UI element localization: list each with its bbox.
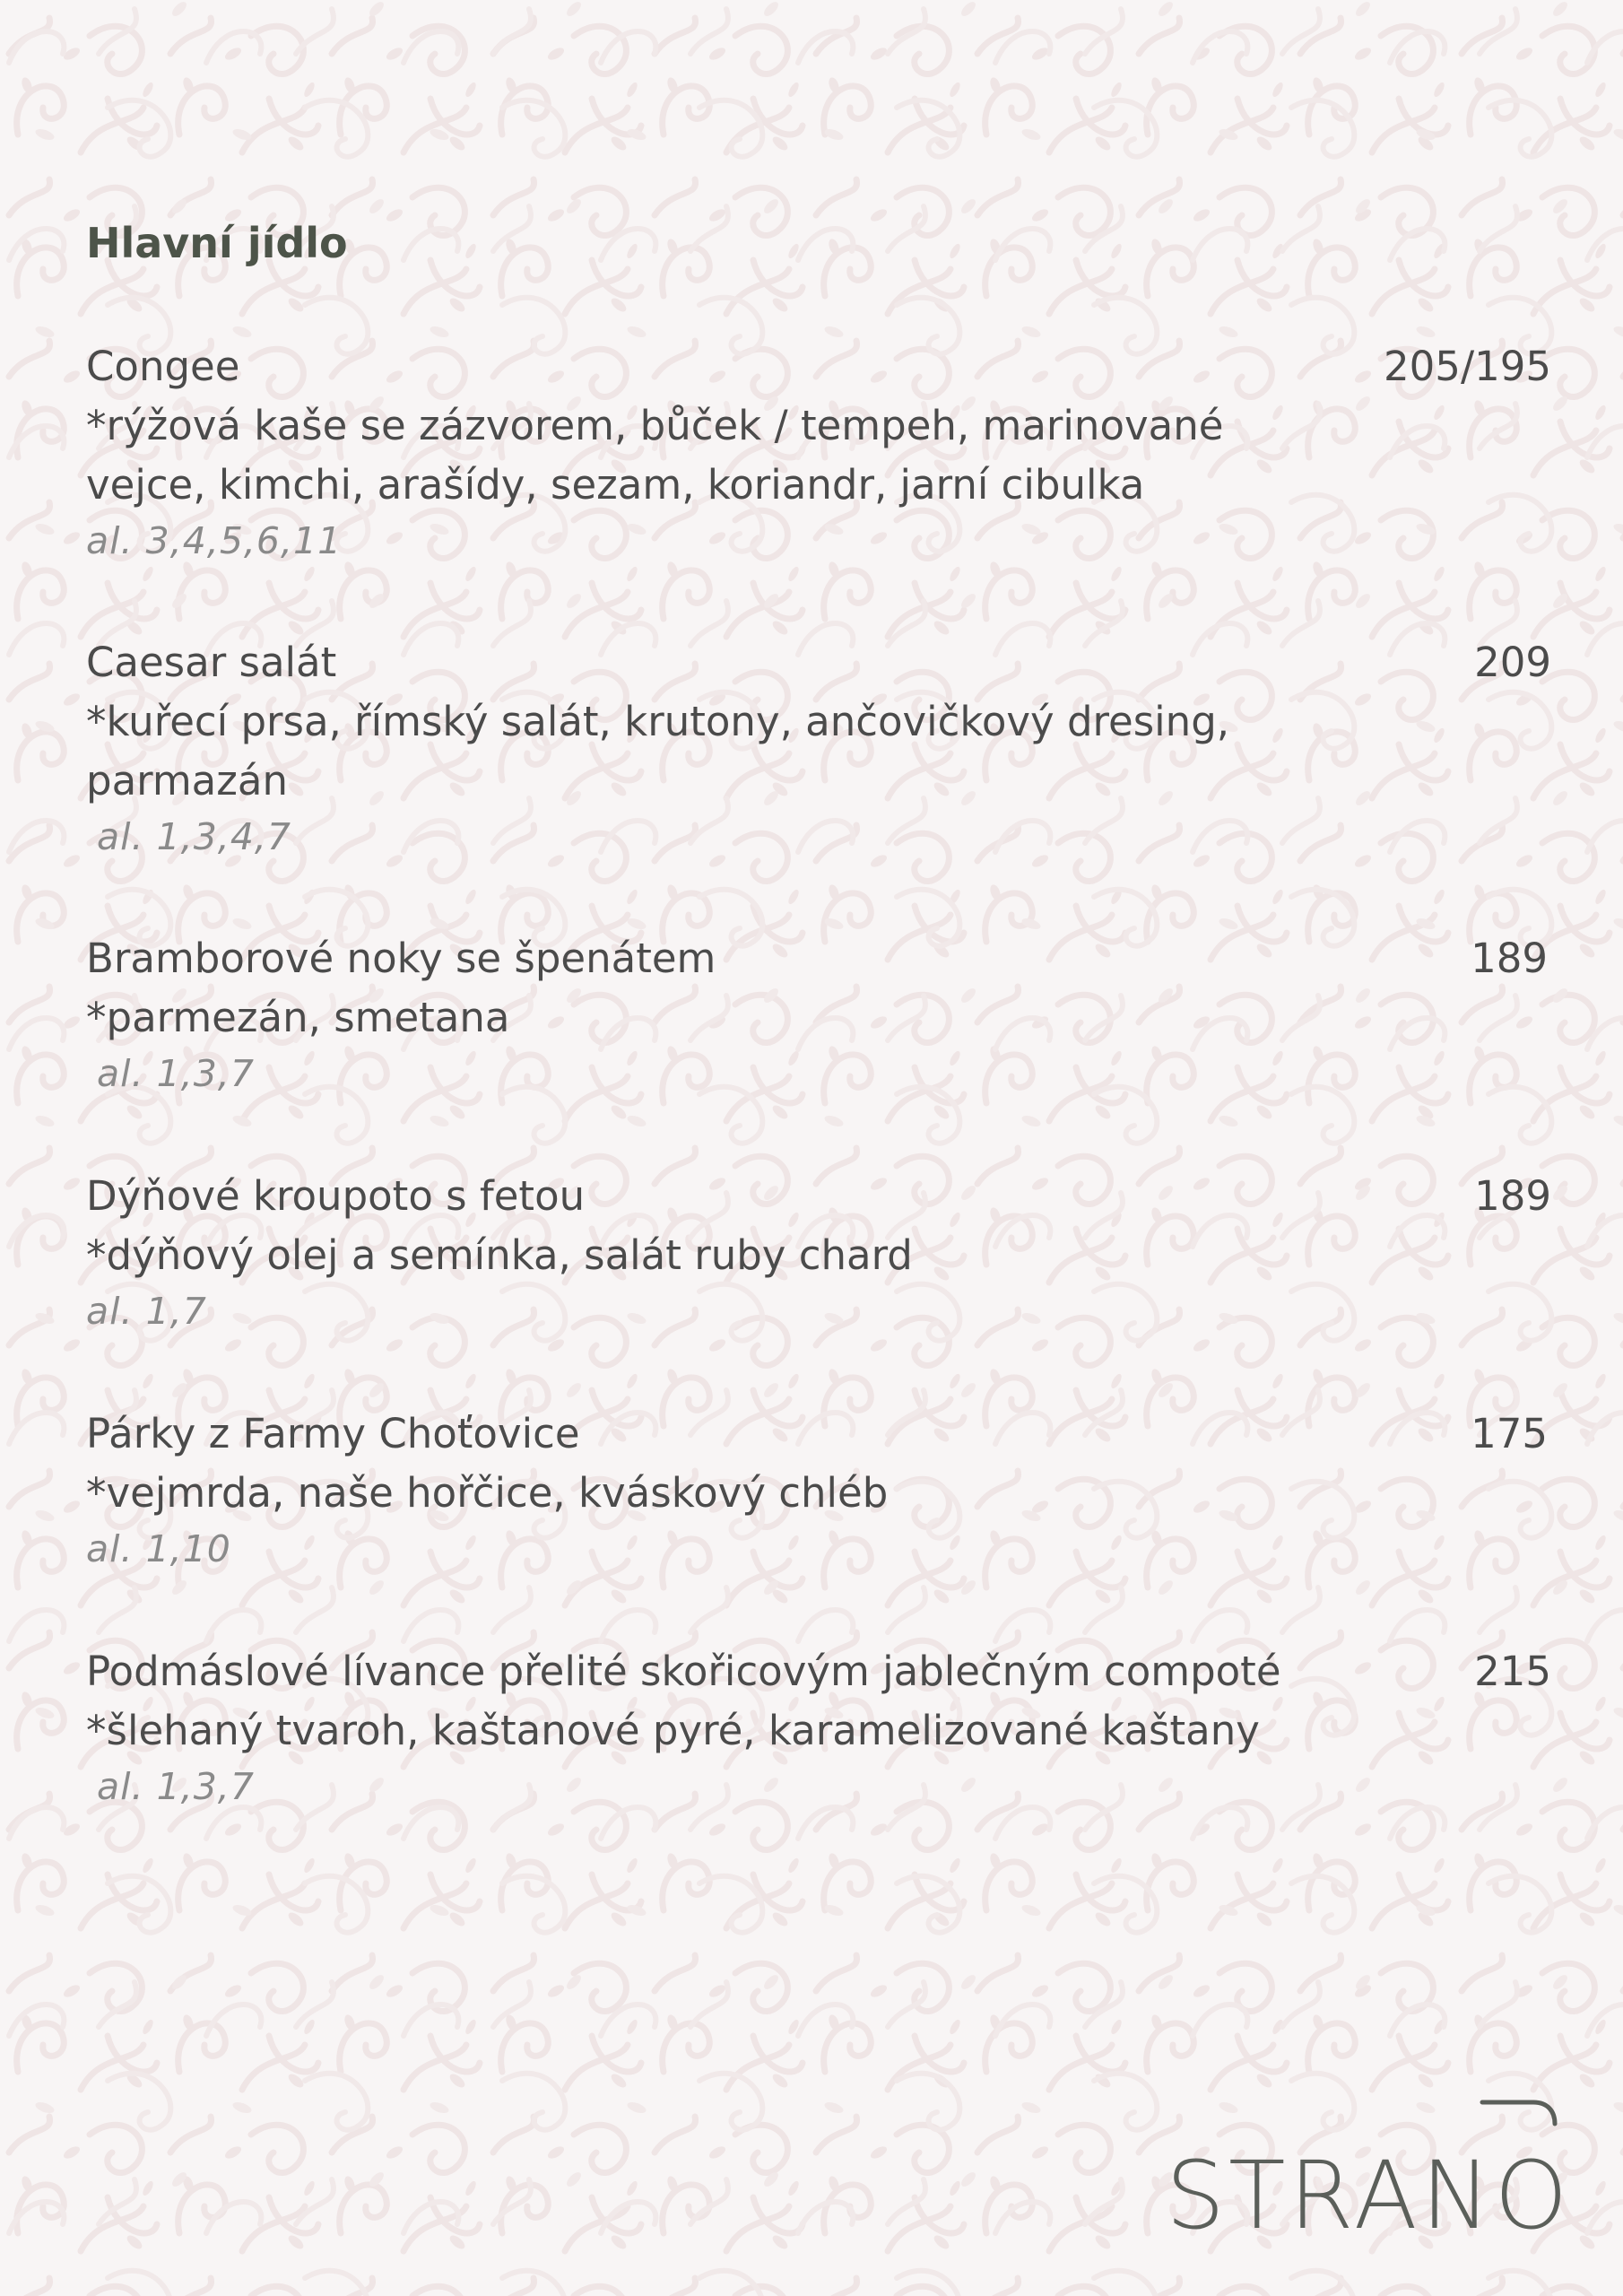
- dish-name: Podmáslové lívance přelité skořicovým jablečným compoté: [86, 1648, 1281, 1695]
- dish-allergens: al. 1,3,4,7: [97, 815, 292, 858]
- dish-price: 205/195: [1384, 343, 1551, 390]
- dish-item-noky: [86, 929, 1551, 1100]
- logo-text: STRANO: [1166, 2141, 1572, 2250]
- dish-description: *kuřecí prsa, římský salát, krutony, ančovičkový dresing, parmazán: [86, 698, 1230, 804]
- dish-description: *šlehaný tvaroh, kaštanové pyré, karamelizované kaštany: [86, 1707, 1260, 1754]
- dish-name: Caesar salát: [86, 639, 337, 686]
- dish-item-livance: [86, 1642, 1551, 1813]
- dish-name: Bramborové noky se špenátem: [86, 935, 716, 982]
- dish-allergens: al. 1,10: [86, 1527, 231, 1570]
- section-title: Hlavní jídlo: [86, 219, 348, 267]
- dish-name: Párky z Farmy Choťovice: [86, 1410, 580, 1457]
- dish-description: *rýžová kaše se zázvorem, bůček / tempeh, marinované vejce, kimchi, arašídy, sezam, koriandr, jarní cibulka: [86, 402, 1224, 509]
- dish-allergens: al. 1,7: [86, 1290, 207, 1333]
- dish-allergens: al. 1,3,7: [97, 1052, 255, 1095]
- dish-item-parky: [86, 1405, 1551, 1575]
- dish-name: Dýňové kroupoto s fetou: [86, 1172, 586, 1220]
- dish-description: *vejmrda, naše hořčice, kváskový chléb: [86, 1469, 889, 1517]
- dish-allergens: al. 1,3,7: [97, 1765, 255, 1808]
- strano-logo: [1166, 2090, 1572, 2250]
- dish-price: 215: [1474, 1648, 1551, 1695]
- dish-item-congee: [86, 337, 1551, 567]
- dish-item-caesar: [86, 633, 1551, 863]
- dish-price: 189: [1474, 1172, 1551, 1220]
- dish-allergens: al. 3,4,5,6,11: [86, 519, 343, 562]
- dish-description: *parmezán, smetana: [86, 994, 510, 1041]
- dish-price: 189: [1471, 935, 1548, 982]
- dish-name: Congee: [86, 343, 240, 390]
- dish-price: 209: [1474, 639, 1551, 686]
- dish-price: 175: [1471, 1410, 1548, 1457]
- dish-description: *dýňový olej a semínka, salát ruby chard: [86, 1231, 913, 1279]
- dish-item-kroupoto: [86, 1167, 1551, 1337]
